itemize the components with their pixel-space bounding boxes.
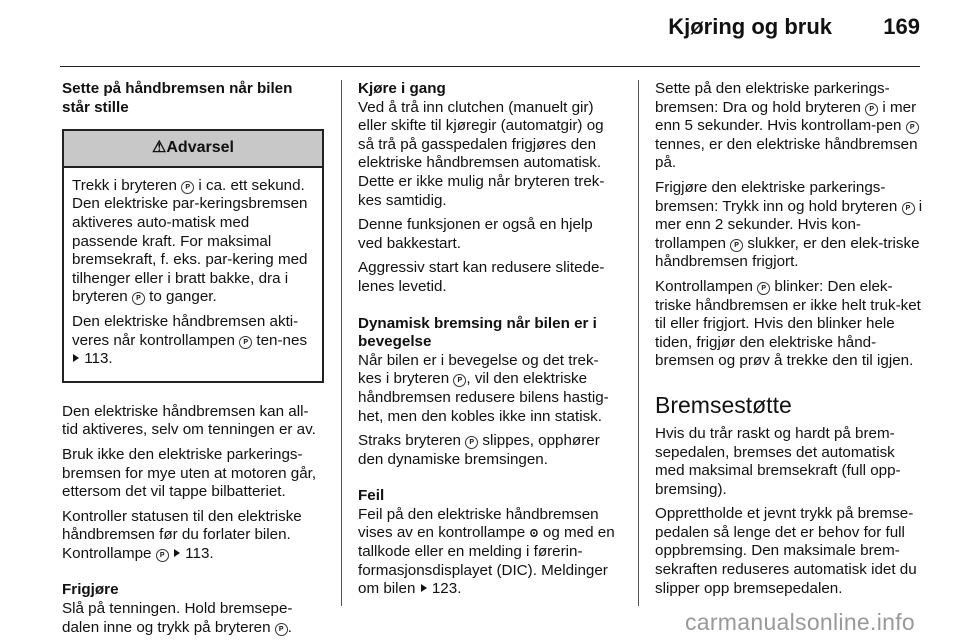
ref-arrow-icon [73, 354, 79, 362]
column-1 [62, 80, 324, 643]
warning-box [62, 129, 324, 383]
paragraph: Aggressiv start kan redusere slitede-lenes levetid. [358, 259, 605, 295]
parking-brake-icon: P [730, 239, 743, 252]
parking-brake-icon: P [156, 549, 169, 562]
paragraph: Opprettholde et jevnt trykk på bremse-pedalen så lenge det er behov for full oppbremsing. Den maksimale brem-sekraften reduseres automatisk idet du slipper opp bremsepedalen. [655, 505, 917, 597]
parking-brake-icon: P [465, 436, 478, 449]
parking-brake-icon: P [275, 623, 288, 636]
column-separator [638, 80, 639, 606]
page-number: 169 [883, 14, 920, 39]
parking-brake-icon: P [902, 202, 915, 215]
paragraph: Feil på den elektriske håndbremsen vises av en kontrollampe ꙩ og med en tallkode eller en melding i førerin-formasjonsdisplayet (DIC). Meldinger om bilen 123. [358, 505, 615, 598]
warning-text: Den elektriske håndbremsen akti-veres når kontrollampen P ten-nes 113. [72, 312, 308, 368]
paragraph: Bruk ikke den elektriske parkerings-bremsen for mye uten at motoren går, ettersom det vil tappe bilbatteriet. [62, 445, 317, 501]
section-heading: Dynamisk bremsing når bilen er i bevegelse [358, 314, 597, 351]
chapter-title: Kjøring og bruk [668, 14, 832, 39]
column-3 [655, 80, 925, 604]
paragraph: Sette på den elektriske parkerings-bremsen: Dra og hold bryteren P i mer enn 5 sekunder. Hvis kontrollam-pen P tennes, er den elektriske håndbremsen på. [655, 80, 918, 172]
paragraph: Ved å trå inn clutchen (manuelt gir) eller skifte til kjøregir (automatgir) og så trå på gasspedalen frigjøres den elektriske håndbremsen automatisk. Dette er ikke mulig når bryteren trek-kes samtidig. [358, 98, 605, 209]
warning-header [64, 131, 322, 168]
parking-brake-icon: P [453, 374, 466, 387]
section-heading: Kjøre i gang [358, 80, 446, 97]
parking-brake-icon: P [757, 282, 770, 295]
section-heading: Sette på håndbremsen når bilen står stille [62, 80, 293, 116]
fault-warning-icon: ꙩ [529, 524, 539, 542]
ref-arrow-icon [421, 584, 427, 592]
ref-arrow-icon [174, 549, 180, 557]
parking-brake-icon: P [865, 103, 878, 116]
page-header [60, 0, 920, 67]
column-2 [358, 80, 620, 605]
paragraph: Slå på tenningen. Hold bremsepe-dalen inne og trykk på bryteren P . [62, 600, 293, 636]
parking-brake-icon: P [239, 336, 252, 349]
warning-body [64, 168, 322, 381]
warning-icon: ⚠ [152, 139, 167, 157]
paragraph: Straks bryteren P slippes, opphører den dynamiske bremsingen. [358, 432, 600, 468]
section-heading: Frigjøre [62, 581, 119, 599]
watermark: carmanualsonline.info [684, 609, 915, 635]
column-separator [341, 80, 342, 606]
paragraph: Den elektriske håndbremsen kan all-tid aktiveres, selv om tenningen er av. [62, 402, 316, 439]
paragraph: Hvis du trår raskt og hardt på brem-sepedalen, bremses det automatisk med maksimal bremsekraft (full opp-bremsing). [655, 424, 901, 498]
parking-brake-icon: P [181, 181, 194, 194]
paragraph: Denne funksjonen er også en hjelp ved bakkestart. [358, 216, 593, 252]
warning-text: Trekk i bryteren P i ca. ett sekund. Den elektriske par-keringsbremsen aktiveres auto-matisk med passende kraft. For maksimal bremsekraft, f. eks. par-kering med tilhenger eller i bratt bakke, dra i bryteren P to ganger. [72, 176, 308, 306]
parking-brake-icon: P [132, 292, 145, 305]
paragraph: Kontrollampen P blinker: Den elek-triske håndbremsen er ikke helt truk-ket til eller frigjort. Hvis den blinker hele tiden, frigjør den elektriske hånd-bremsen og prøv å trekke den til igjen. [655, 277, 921, 370]
warning-title: Advarsel [166, 139, 234, 157]
section-heading-large: Bremsestøtte [655, 391, 792, 418]
paragraph: Kontroller statusen til den elektriske håndbremsen før du forlater bilen. Kontrollampe P 113. [62, 507, 302, 562]
section-heading: Feil [358, 487, 385, 505]
parking-brake-icon: P [906, 121, 919, 134]
paragraph: Frigjøre den elektriske parkerings-bremsen: Trykk inn og hold bryteren P i mer enn 2 sekunder. Hvis kon-trollampen P slukker, er den elek-triske håndbremsen frigjort. [655, 178, 923, 271]
paragraph: Når bilen er i bevegelse og det trek-kes i bryteren P , vil den elektriske håndbremsen redusere bilens hastig-het, men den kobles ikke inn statisk. [358, 351, 609, 425]
